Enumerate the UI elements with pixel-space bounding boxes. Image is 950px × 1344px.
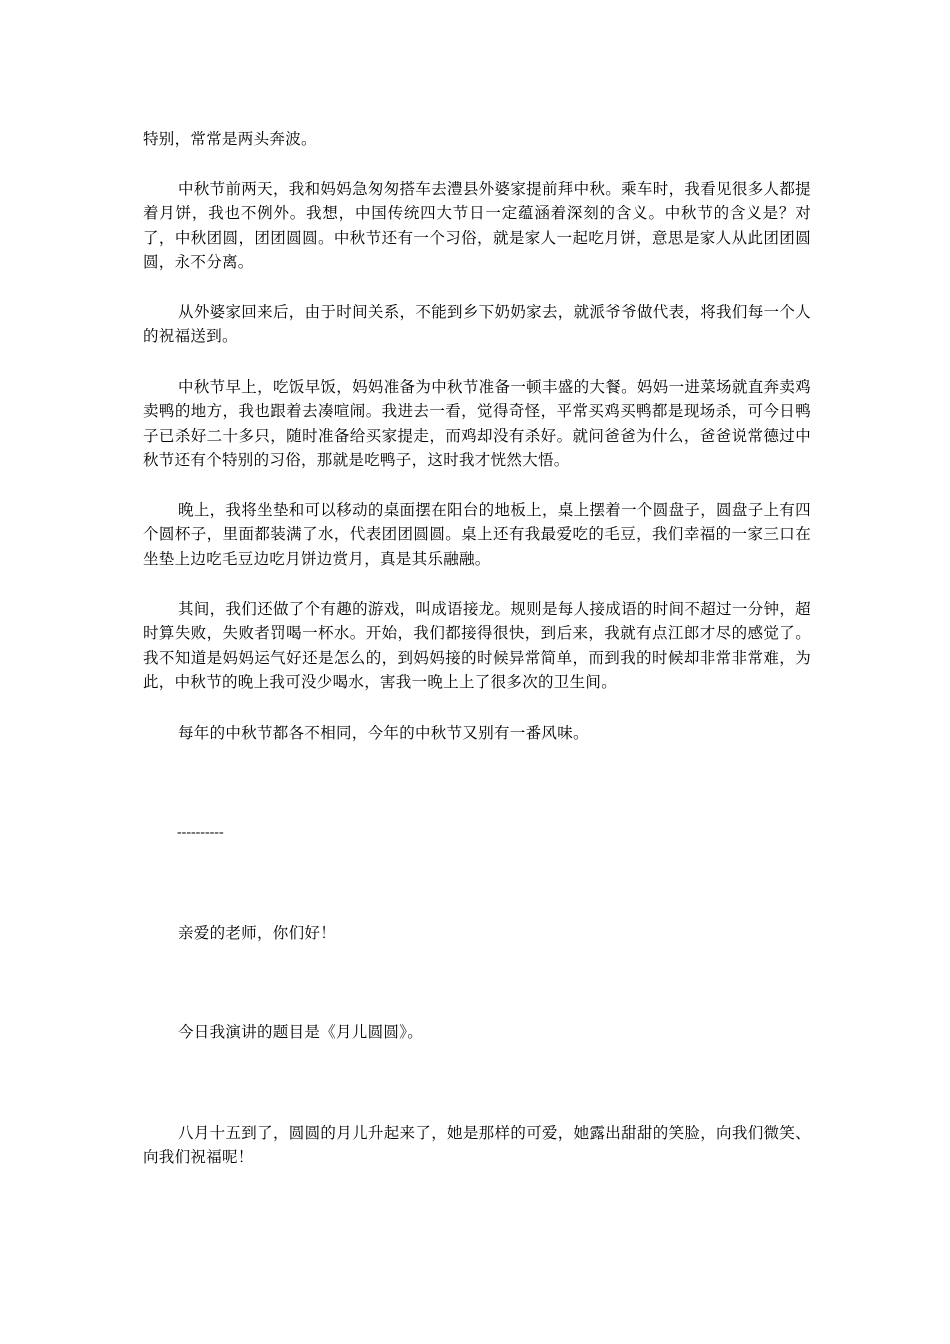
paragraph-idiom-game: 其间，我们还做了个有趣的游戏，叫成语接龙。规则是每人接成语的时间不超过一分钟，超时算失败，失败者罚喝一杯水。开始，我们都接得很快，到后来，我就有点江郎才尽的感觉了。我不知道是妈妈运气好还是怎么的，到妈妈接的时候异常简单，而到我的时候却非常非常难，为此，中秋节的晚上我可没少喝水，害我一晚上上了很多次的卫生间。 xyxy=(143,600,811,691)
paragraph-visit-grandma: 中秋节前两天，我和妈妈急匆匆搭车去澧县外婆家提前拜中秋。乘车时，我看见很多人都提着月饼，我也不例外。我想，中国传统四大节日一定蕴涵着深刻的含义。中秋节的含义是？对了，中秋团圆，团团圆圆。中秋节还有一个习俗，就是家人一起吃月饼，意思是家人从此团团圆圆，永不分离。 xyxy=(143,180,811,271)
speech-opening: 八月十五到了，圆圆的月儿升起来了，她是那样的可爱，她露出甜甜的笑脸，向我们微笑、向我们祝福呢！ xyxy=(143,1124,811,1167)
speech-topic: 今日我演讲的题目是《月儿圆圆》。 xyxy=(178,1023,424,1041)
paragraph-continuation: 特别，常常是两头奔波。 xyxy=(143,130,317,148)
paragraph-grandpa-blessing: 从外婆家回来后，由于时间关系，不能到乡下奶奶家去，就派爷爷做代表，将我们每一个人的祝福送到。 xyxy=(143,303,811,346)
speech-greeting: 亲爱的老师，你们好！ xyxy=(178,924,337,942)
paragraph-market-ducks: 中秋节早上，吃饭早饭，妈妈准备为中秋节准备一顿丰盛的大餐。妈妈一进菜场就直奔卖鸡卖鸭的地方，我也跟着去凑喧闹。我进去一看，觉得奇怪，平常买鸡买鸭都是现场杀，可今日鸭子已杀好二十多只，随时准备给买家提走，而鸡却没有杀好。就问爸爸为什么，爸爸说常德过中秋节还有个特别的习俗，那就是吃鸭子，这时我才恍然大悟。 xyxy=(143,378,811,469)
paragraph-conclusion: 每年的中秋节都各不相同，今年的中秋节又别有一番风味。 xyxy=(178,724,589,742)
paragraph-moon-viewing: 晚上，我将坐垫和可以移动的桌面摆在阳台的地板上，桌上摆着一个圆盘子，圆盘子上有四个圆杯子，里面都装满了水，代表团团圆圆。桌上还有我最爱吃的毛豆，我们幸福的一家三口在坐垫上边吃毛豆边吃月饼边赏月，真是其乐融融。 xyxy=(143,501,811,568)
section-separator: ---------- xyxy=(177,825,224,840)
